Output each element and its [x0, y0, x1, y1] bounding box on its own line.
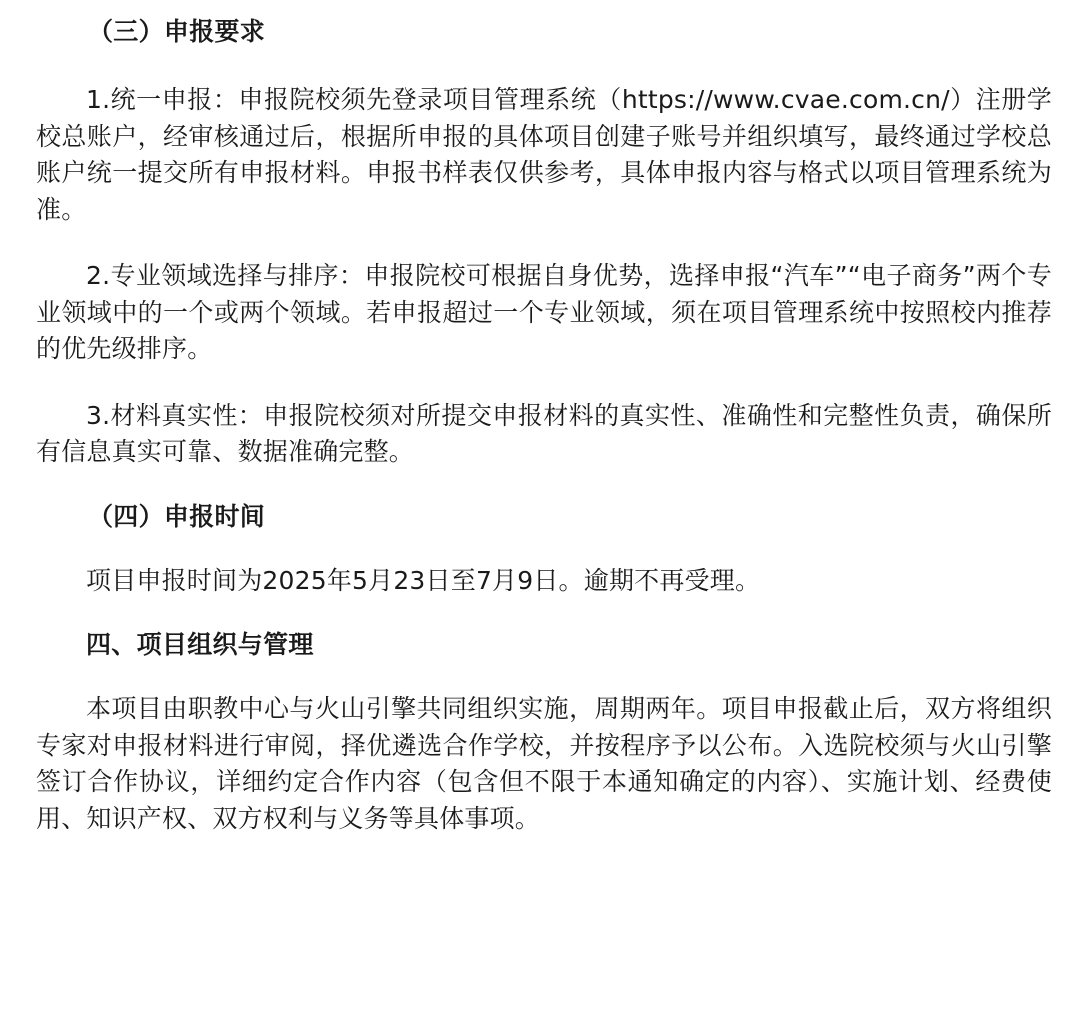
document-body	[36, 10, 1052, 837]
spacer	[36, 599, 1052, 623]
paragraph-unified-application: 1.统一申报：申报院校须先登录项目管理系统（https://www.cvae.com.cn/）注册学校总账户，经审核通过后，根据所申报的具体项目创建子账号并组织填写，最终通过学校总账户统一提交所有申报材料。申报书样表仅供参考，具体申报内容与格式以项目管理系统为准。	[36, 85, 1052, 224]
section-heading-application-time: （四）申报时间	[88, 501, 266, 531]
spacer	[36, 539, 1052, 563]
spacer	[36, 228, 1052, 258]
spacer	[36, 471, 1052, 495]
paragraph-material-authenticity: 3.材料真实性：申报院校须对所提交申报材料的真实性、准确性和完整性负责，确保所有信息真实可靠、数据准确完整。	[36, 400, 1052, 466]
spacer	[36, 368, 1052, 398]
paragraph-application-time: 项目申报时间为2025年5月23日至7月9日。逾期不再受理。	[86, 565, 761, 595]
section-heading-application-requirements: （三）申报要求	[88, 17, 266, 46]
spacer	[36, 54, 1052, 82]
section-heading-project-organization: 四、项目组织与管理	[86, 630, 314, 659]
spacer	[36, 667, 1052, 691]
paragraph-field-selection: 2.专业领域选择与排序：申报院校可根据自身优势，选择申报“汽车”“电子商务”两个专业领域中的一个或两个领域。若申报超过一个专业领域，须在项目管理系统中按照校内推荐的优先级排序。	[36, 261, 1052, 363]
paragraph-project-organization: 本项目由职教中心与火山引擎共同组织实施，周期两年。项目申报截止后，双方将组织专家对申报材料进行审阅，择优遴选合作学校，并按程序予以公布。入选院校须与火山引擎签订合作协议，详细约定合作内容（包含但不限于本通知确定的内容）、实施计划、经费使用、知识产权、双方权利与义务等具体事项。	[36, 694, 1052, 833]
